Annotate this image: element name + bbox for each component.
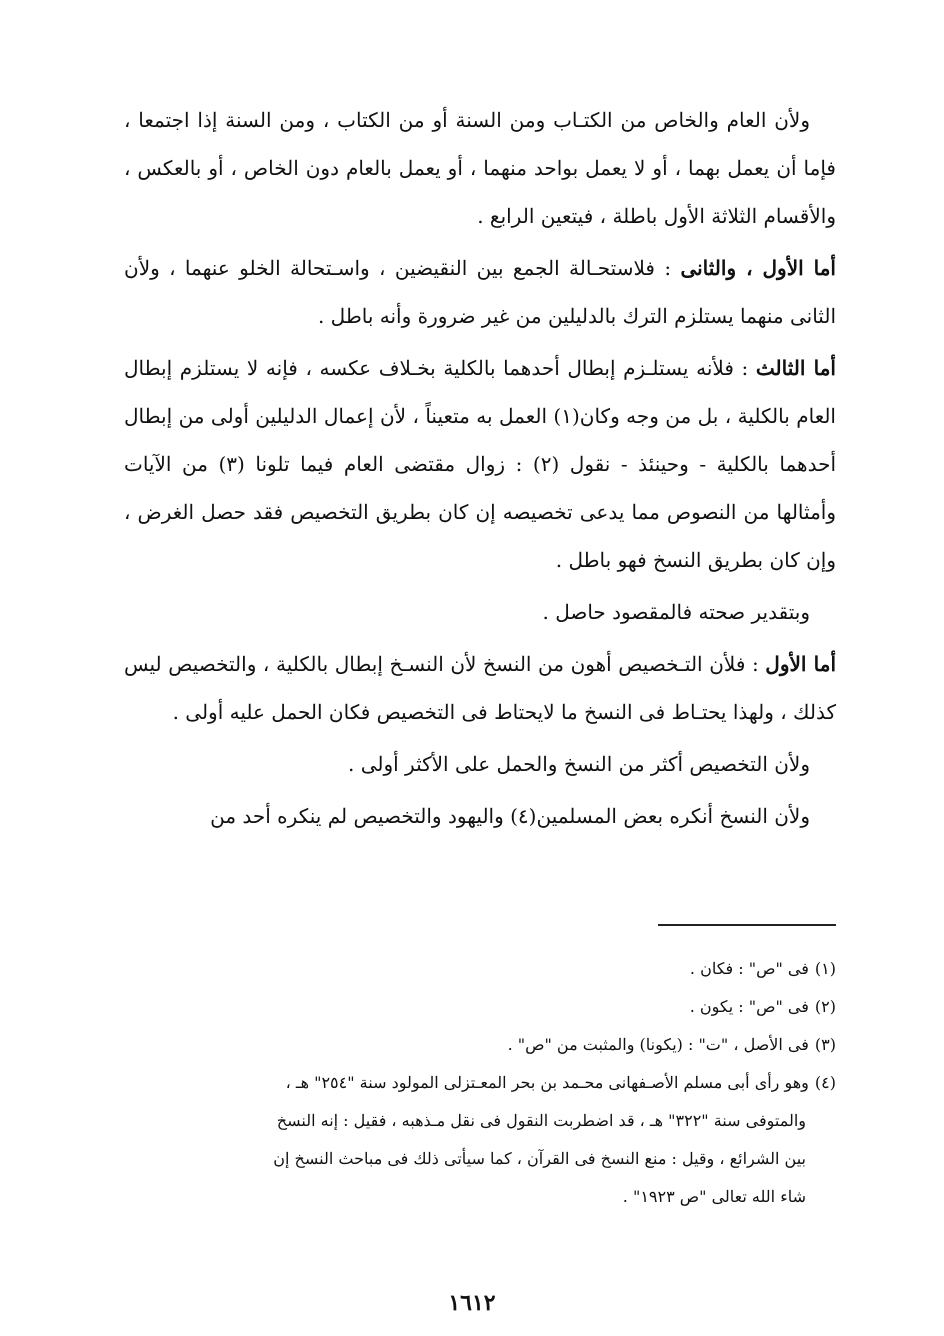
footnote-text: بين الشرائع ، وقيل : منع النسخ فى القرآن ، كما سيأتى ذلك فى مباحث النسخ إن — [273, 1149, 806, 1168]
footnote-4 — [124, 1064, 836, 1102]
paragraph-2 — [124, 244, 836, 340]
paragraph-5 — [124, 640, 836, 736]
paragraph-lead: أما الأول — [765, 652, 837, 676]
footnote-4-line-4 — [124, 1178, 836, 1216]
paragraph-text: ولأن التخصيص أكثر من النسخ والحمل على الأكثر أولى . — [347, 752, 810, 776]
page-number: ١٦١٢ — [448, 1290, 496, 1316]
paragraph-3 — [124, 344, 836, 584]
footnote-text: شاء الله تعالى "ص ١٩٢٣" . — [622, 1187, 806, 1206]
footnote-1 — [124, 950, 836, 988]
footnote-3 — [124, 1026, 836, 1064]
paragraph-4 — [124, 588, 836, 636]
footnote-text: وهو رأى أبى مسلم الأصـفهانى محـمد بن بحر المعـتزلى المولود سنة "٢٥٤" هـ ، — [285, 1073, 809, 1092]
footnote-number: (٤) — [814, 1073, 836, 1092]
paragraph-text: : فلأنه يستلـزم إبطال أحدهما بالكلية بخـلاف عكسه ، فإنه لا يستلزم إبطال العام بالكلية ، بل من وجه وكان(١) العمل به متعيناً ، لأن إعمال الدليلين أولى من إبطال أحدهما بالكلية - وحينئذ - نقول (٢) : زوال مقتضى العام فيما تلونا (٣) من الآيات وأمثالها من النصوص مما يدعى تخصيصه إن كان بطريق التخصيص فقد حصل الغرض ، وإن كان بطريق النسخ فهو باطل . — [124, 356, 836, 572]
footnote-2 — [124, 988, 836, 1026]
footnotes — [124, 950, 836, 1216]
paragraph-text: : فلاستحـالة الجمع بين النقيضين ، واسـتحالة الخلو عنهما ، ولأن الثانى منهما يستلزم الترك بالدليلين من غير ضرورة وأنه باطل . — [124, 256, 836, 328]
footnote-text: فى "ص" : فكان . — [689, 959, 809, 978]
paragraph-text: ولأن العام والخاص من الكتـاب ومن السنة أو من الكتاب ، ومن السنة إذا اجتمعا ، فإما أن يعمل بهما ، أو لا يعمل بواحد منهما ، أو يعمل بالعام دون الخاص ، أو بالعكس ، والأقسام الثلاثة الأول باطلة ، فيتعين الرابع . — [124, 108, 836, 228]
footnote-4-line-3 — [124, 1140, 836, 1178]
paragraph-lead: أما الثالث — [755, 356, 836, 380]
footnote-number: (١) — [814, 959, 836, 978]
paragraph-lead: أما الأول ، والثانى — [680, 256, 836, 280]
paragraph-1 — [124, 96, 836, 240]
main-text — [124, 96, 836, 844]
footnote-text: فى "ص" : يكون . — [689, 997, 809, 1016]
paragraph-text: وبتقدير صحته فالمقصود حاصل . — [542, 600, 810, 624]
paragraph-text: : فلأن التـخصيص أهون من النسخ لأن النسـخ إبطال بالكلية ، والتخصيص ليس كذلك ، ولهذا يحتـاط فى النسخ ما لايحتاط فى التخصيص فكان الحمل عليه أولى . — [124, 652, 836, 724]
paragraph-7 — [124, 792, 836, 840]
footnote-4-line-2 — [124, 1102, 836, 1140]
paragraph-text: ولأن النسخ أنكره بعض المسلمين(٤) واليهود والتخصيص لم ينكره أحد من — [210, 804, 810, 828]
paragraph-6 — [124, 740, 836, 788]
footnote-divider — [658, 924, 836, 926]
footnote-number: (٣) — [814, 1035, 836, 1054]
footnote-number: (٢) — [814, 997, 836, 1016]
footnote-text: فى الأصل ، "ت" : (يكونا) والمثبت من "ص" . — [507, 1035, 809, 1054]
footnote-text: والمتوفى سنة "٣٢٢" هـ ، قد اضطربت النقول فى نقل مـذهبه ، فقيل : إنه النسخ — [276, 1111, 806, 1130]
